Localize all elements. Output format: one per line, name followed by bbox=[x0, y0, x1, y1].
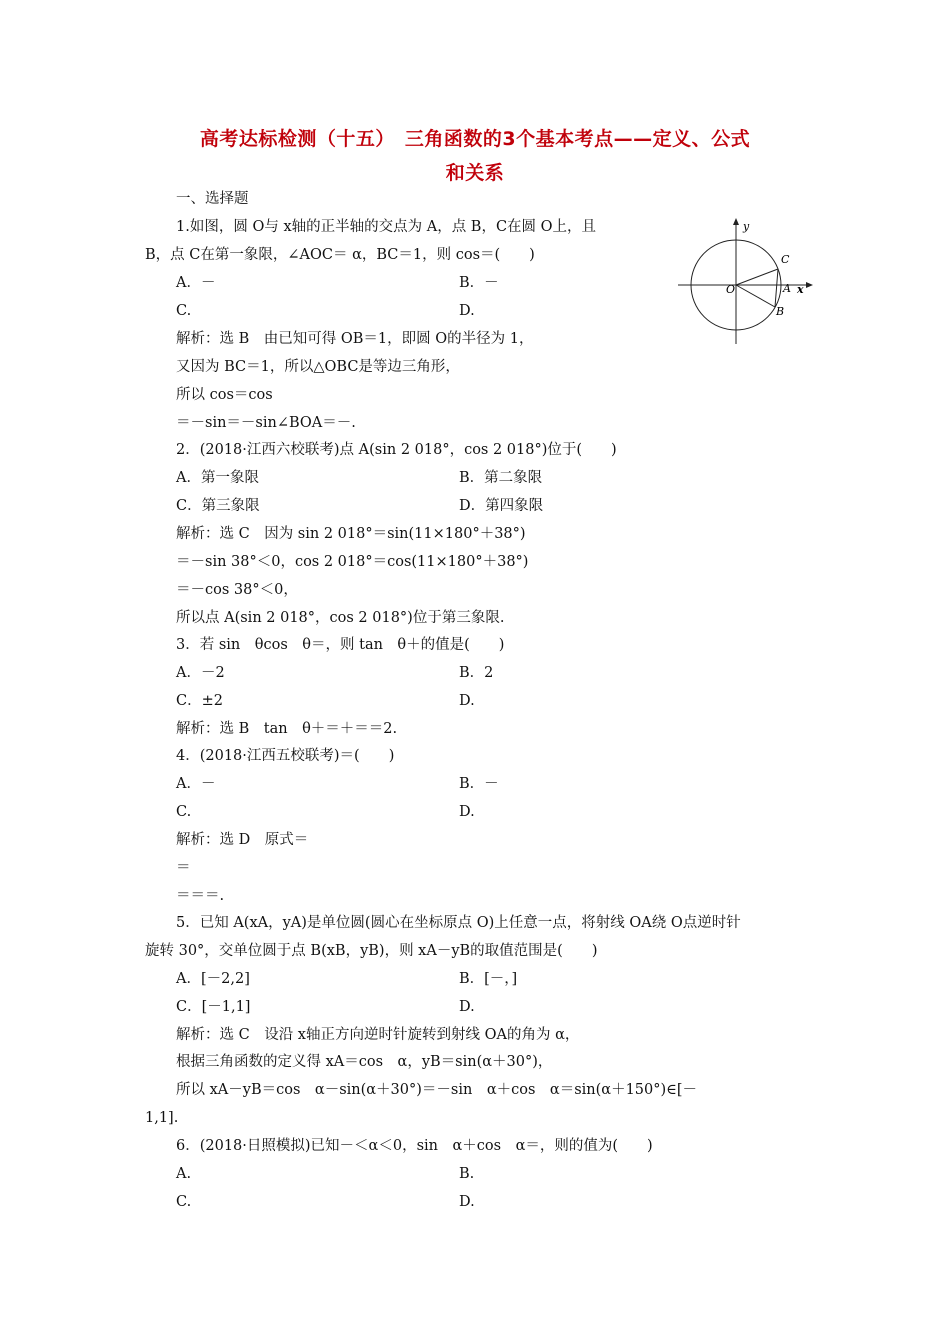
label-a: A bbox=[783, 282, 791, 295]
q4-option-c: C. bbox=[176, 804, 192, 820]
label-y: y bbox=[743, 220, 750, 233]
q1-solution-line3: 所以 cos＝cos bbox=[176, 387, 273, 403]
section-heading: 一、选择题 bbox=[176, 191, 249, 207]
q2-solution-line3: ＝－cos 38°＜0， bbox=[176, 582, 298, 598]
q6-option-c: C. bbox=[176, 1194, 192, 1210]
q1-solution-line2: 又因为 BC＝1，所以△OBC是等边三角形， bbox=[176, 359, 460, 375]
q6-option-d: D. bbox=[459, 1194, 475, 1210]
q2-option-b: B．第二象限 bbox=[459, 470, 543, 486]
q4-solution-line2: ＝ bbox=[176, 860, 191, 876]
q4-option-b: B．－ bbox=[459, 776, 499, 792]
q2-solution-line1: 解析：选 C 因为 sin 2 018°＝sin(11×180°＋38°) bbox=[176, 526, 526, 542]
q5-option-c: C．[－1,1] bbox=[176, 999, 251, 1015]
q1-stem-line2: B，点 C在第一象限，∠AOC＝ α，BC＝1，则 cos＝( ) bbox=[145, 247, 535, 263]
q6-option-b: B. bbox=[459, 1166, 475, 1182]
q3-option-a: A．－2 bbox=[176, 665, 225, 681]
q2-option-d: D．第四象限 bbox=[459, 498, 544, 514]
q4-stem: 4．(2018·江西五校联考)＝( ) bbox=[176, 748, 395, 764]
q1-solution-line4: ＝－sin＝－sin∠BOA＝－. bbox=[176, 415, 356, 431]
q5-solution-line4: 1,1]. bbox=[145, 1110, 179, 1126]
q4-option-d: D. bbox=[459, 804, 475, 820]
q2-solution-line2: ＝－sin 38°＜0，cos 2 018°＝cos(11×180°＋38°) bbox=[176, 554, 529, 570]
q3-option-d: D. bbox=[459, 693, 475, 709]
q1-stem-line1: 1.如图，圆 O与 x轴的正半轴的交点为 A，点 B，C在圆 O上，且 bbox=[176, 219, 597, 235]
q3-option-b: B．2 bbox=[459, 665, 494, 681]
q5-solution-line3: 所以 xA－yB＝cos α－sin(α＋30°)＝－sin α＋cos α＝sin(α＋150°)∈[－ bbox=[176, 1082, 698, 1098]
q1-solution-line1: 解析：选 B 由已知可得 OB＝1，即圆 O的半径为 1， bbox=[176, 331, 534, 347]
q5-option-d: D. bbox=[459, 999, 475, 1015]
q4-solution-line1: 解析：选 D 原式＝ bbox=[176, 832, 309, 848]
q5-option-a: A．[－2,2] bbox=[176, 971, 250, 987]
q3-option-c: C．±2 bbox=[176, 693, 223, 709]
q1-option-b: B．－ bbox=[459, 275, 499, 291]
page-title-line2: 和关系 bbox=[445, 162, 505, 184]
page-title-line1: 高考达标检测（十五） 三角函数的3个基本考点——定义、公式 bbox=[199, 128, 751, 150]
x-axis-arrow bbox=[806, 282, 813, 288]
q1-option-d: D. bbox=[459, 303, 475, 319]
label-b: B bbox=[776, 305, 785, 318]
segment-oc bbox=[736, 269, 778, 285]
q4-solution-line3: ＝＝＝. bbox=[176, 888, 225, 904]
q5-option-b: B．[－，] bbox=[459, 971, 518, 987]
q6-stem: 6．(2018·日照模拟)已知－＜α＜0，sin α＋cos α＝，则的值为( ) bbox=[176, 1138, 653, 1154]
label-o: O bbox=[726, 283, 736, 296]
q2-solution-line4: 所以点 A(sin 2 018°，cos 2 018°)位于第三象限. bbox=[176, 610, 505, 626]
q3-solution-line1: 解析：选 B tan θ＋＝＋＝＝2. bbox=[176, 721, 398, 737]
q2-option-a: A．第一象限 bbox=[176, 470, 259, 486]
q1-option-c: C. bbox=[176, 303, 192, 319]
unit-circle-figure bbox=[676, 216, 816, 346]
q1-option-a: A．－ bbox=[176, 275, 216, 291]
q5-stem-line1: 5．已知 A(xA，yA)是单位圆(圆心在坐标原点 O)上任意一点，将射线 OA绕 O点逆时针 bbox=[176, 915, 741, 931]
q2-stem: 2．(2018·江西六校联考)点 A(sin 2 018°，cos 2 018°)位于( ) bbox=[176, 442, 617, 458]
label-c: C bbox=[781, 253, 790, 266]
segment-ob bbox=[736, 285, 775, 307]
q4-option-a: A．－ bbox=[176, 776, 216, 792]
q5-solution-line1: 解析：选 C 设沿 x轴正方向逆时针旋转到射线 OA的角为 α， bbox=[176, 1027, 580, 1043]
q2-option-c: C．第三象限 bbox=[176, 498, 260, 514]
q3-stem: 3．若 sin θcos θ＝，则 tan θ＋的值是( ) bbox=[176, 637, 505, 653]
q5-stem-line2: 旋转 30°，交单位圆于点 B(xB，yB)，则 xA－yB的取值范围是( ) bbox=[145, 943, 598, 959]
y-axis-arrow bbox=[733, 218, 739, 225]
label-x: x bbox=[797, 283, 804, 296]
q6-option-a: A. bbox=[176, 1166, 192, 1182]
q5-solution-line2: 根据三角函数的定义得 xA＝cos α，yB＝sin(α＋30°)， bbox=[176, 1054, 553, 1070]
